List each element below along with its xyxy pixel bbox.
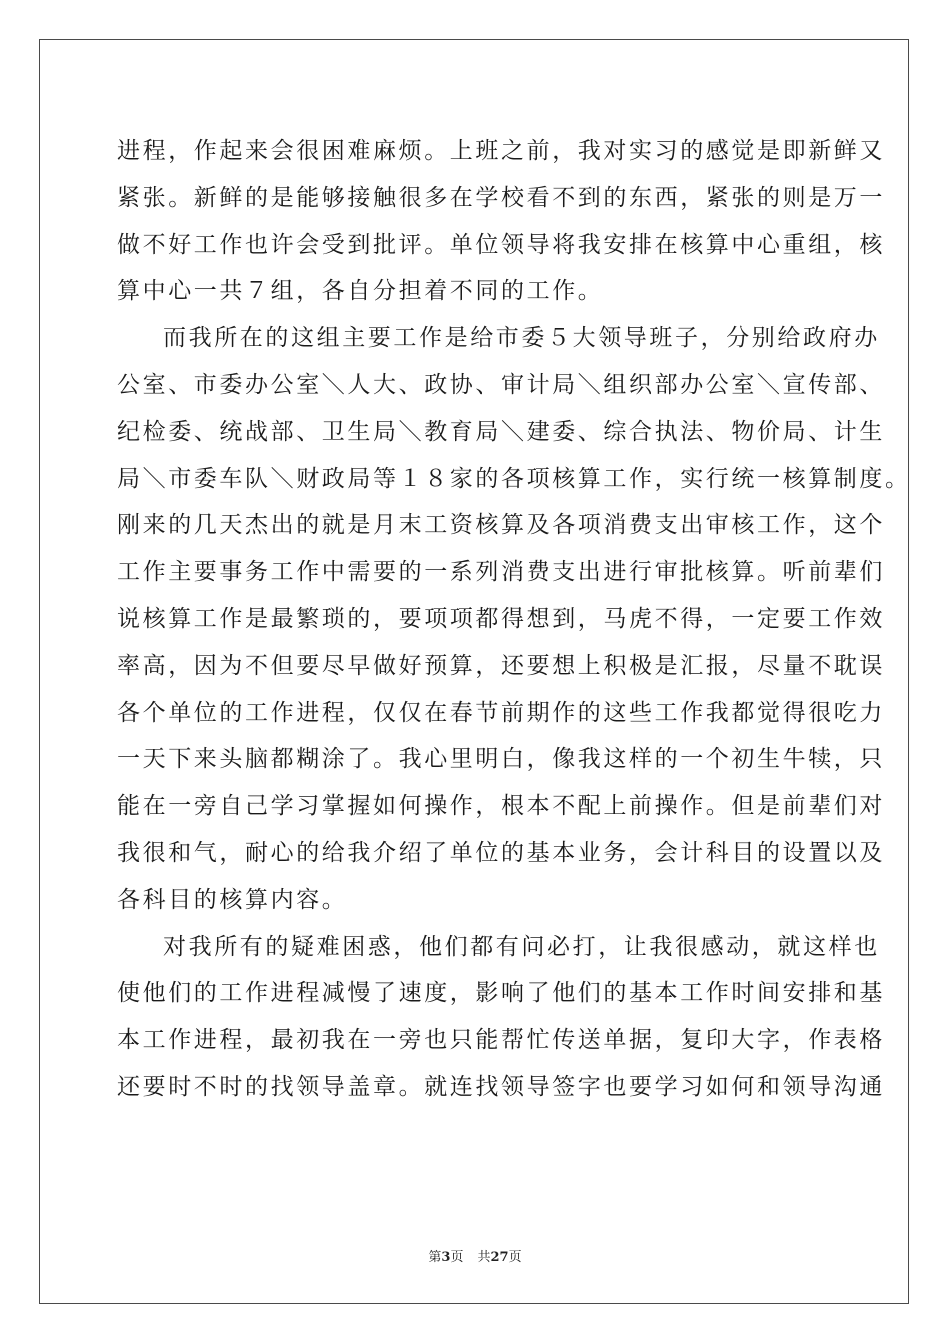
current-page-number: 3 (441, 1250, 451, 1265)
text-line: 做不好工作也许会受到批评。单位领导将我安排在核算中心重组，核 (117, 231, 885, 258)
text-line: 能在一旁自己学习掌握如何操作，根本不配上前操作。但是前辈们对 (117, 793, 885, 820)
text-line: 局＼市委车队＼财政局等１８家的各项核算工作，实行统一核算制度。 (117, 465, 911, 492)
text-line: 使他们的工作进程减慢了速度，影响了他们的基本工作时间安排和基 (117, 980, 885, 1007)
text-line: 率高，因为不但要尽早做好预算，还要想上积极是汇报，尽量不耽误 (117, 652, 885, 679)
text-line: 算中心一共７组，各自分担着不同的工作。 (117, 278, 604, 305)
total-label-suffix: 页 (508, 1250, 522, 1265)
total-page-count: 27 (490, 1250, 509, 1265)
page-label-suffix: 页 (450, 1250, 464, 1265)
text-line: 各个单位的工作进程，仅仅在春节前期作的这些工作我都觉得很吃力 (117, 699, 885, 726)
text-line: 说核算工作是最繁琐的，要项项都得想到，马虎不得，一定要工作效 (117, 605, 885, 632)
page-label-prefix: 第 (428, 1250, 442, 1265)
text-line: 工作主要事务工作中需要的一系列消费支出进行审批核算。听前辈们 (117, 559, 885, 586)
text-line: 紧张。新鲜的是能够接触很多在学校看不到的东西，紧张的则是万一 (117, 184, 885, 211)
total-label-prefix: 共 (477, 1250, 491, 1265)
text-line: 本工作进程，最初我在一旁也只能帮忙传送单据，复印大字，作表格 (117, 1027, 885, 1054)
text-line: 我很和气，耐心的给我介绍了单位的基本业务，会计科目的设置以及 (117, 839, 885, 866)
text-line: 纪检委、统战部、卫生局＼教育局＼建委、综合执法、物价局、计生 (117, 418, 885, 445)
text-line: 各科目的核算内容。 (117, 886, 348, 913)
text-line: 还要时不时的找领导盖章。就连找领导签字也要学习如何和领导沟通 (117, 1073, 885, 1100)
text-line: 公室、市委办公室＼人大、政协、审计局＼组织部办公室＼宣传部、 (117, 371, 885, 398)
text-line: 对我所有的疑难困惑，他们都有问必打，让我很感动，就这样也 (163, 933, 880, 960)
text-line: 刚来的几天杰出的就是月末工资核算及各项消费支出审核工作，这个 (117, 512, 885, 539)
page-footer (0, 1246, 950, 1265)
text-line: 而我所在的这组主要工作是给市委５大领导班子，分别给政府办 (163, 325, 880, 352)
document-body (117, 128, 911, 1111)
text-line: 进程，作起来会很困难麻烦。上班之前，我对实习的感觉是即新鲜又 (117, 138, 885, 164)
text-line: 一天下来头脑都糊涂了。我心里明白，像我这样的一个初生牛犊，只 (117, 746, 885, 773)
